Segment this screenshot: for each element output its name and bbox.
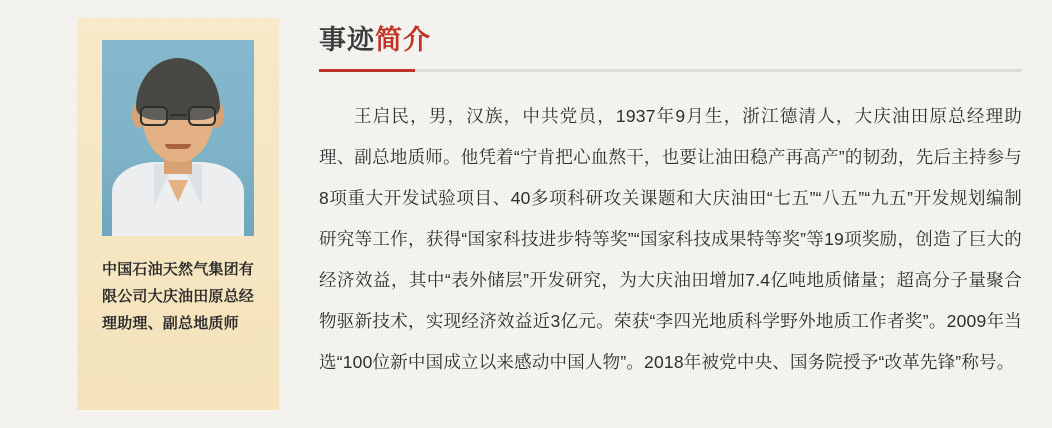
portrait-photo bbox=[102, 40, 254, 236]
glasses-bridge bbox=[170, 114, 186, 116]
portrait-glasses bbox=[138, 106, 218, 128]
article-content bbox=[319, 18, 1022, 383]
section-title-underline bbox=[319, 69, 1022, 72]
section-title-accent: 简介 bbox=[375, 25, 431, 55]
section-title-primary: 事迹 bbox=[319, 25, 375, 55]
portrait-mouth bbox=[165, 144, 191, 149]
glasses-lens-right bbox=[188, 106, 216, 126]
article-paragraph: 王启民，男，汉族，中共党员，1937年9月生，浙江德清人，大庆油田原总经理助理、副总地质师。他凭着“宁肯把心血熬干，也要让油田稳产再高产”的韧劲，先后主持参与8项重大开发试验项目、40多项科研攻关课题和大庆油田“七五”“八五”“九五”开发规划编制研究等工作，获得“国家科技进步特等奖”“国家科技成果特等奖”等19项奖励，创造了巨大的经济效益，其中“表外储层”开发研究，为大庆油田增加7.4亿吨地质储量；超高分子量聚合物驱新技术，实现经济效益近3亿元。荣获“李四光地质科学野外地质工作者奖”。2009年当选“100位新中国成立以来感动中国人物”。2018年被党中央、国务院授予“改革先锋”称号。 bbox=[319, 106, 1022, 372]
portrait-illustration bbox=[102, 40, 254, 236]
section-title bbox=[319, 18, 1022, 69]
profile-card bbox=[77, 18, 279, 410]
glasses-lens-left bbox=[140, 106, 168, 126]
profile-caption: 中国石油天然气集团有限公司大庆油田原总经理助理、副总地质师 bbox=[102, 261, 255, 332]
